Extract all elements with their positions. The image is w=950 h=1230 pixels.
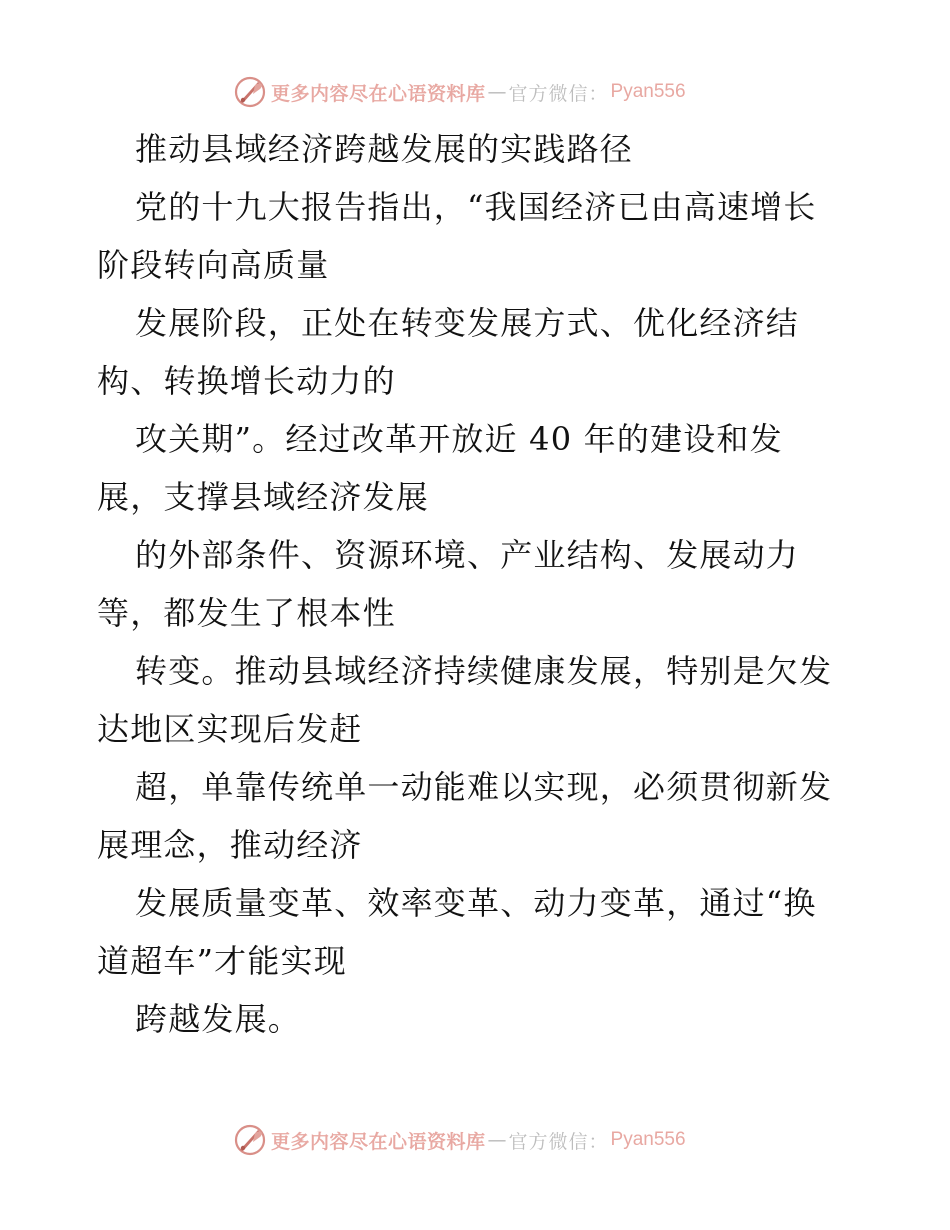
text-line: 道超车”才能实现 — [97, 942, 347, 980]
watermark-wechat-id: Pyan556 — [610, 1129, 686, 1150]
watermark-wechat-id: Pyan556 — [610, 81, 686, 102]
header-watermark — [233, 72, 686, 112]
footer-watermark — [233, 1120, 686, 1160]
text-line: 发展质量变革、效率变革、动力变革，通过“换 — [135, 884, 817, 922]
document-title: 推动县域经济跨越发展的实践路径 — [135, 130, 634, 168]
quill-pen-logo-icon — [233, 75, 267, 109]
text-line: 发展阶段，正处在转变发展方式、优化经济结 — [135, 304, 800, 342]
text-line: 等，都发生了根本性 — [97, 594, 396, 632]
text-line: 达地区实现后发赶 — [97, 710, 363, 748]
text-line: 转变。推动县域经济持续健康发展，特别是欠发 — [135, 652, 833, 690]
text-line: 阶段转向高质量 — [97, 246, 330, 284]
text-line: 的外部条件、资源环境、产业结构、发展动力 — [135, 536, 800, 574]
text-line: 展理念，推动经济 — [97, 826, 363, 864]
text-line: 超，单靠传统单一动能难以实现，必须贯彻新发 — [135, 768, 833, 806]
text-line: 党的十九大报告指出，“我国经济已由高速增长 — [135, 188, 817, 226]
watermark-official-label: 官方微信： — [508, 82, 609, 105]
watermark-dash: — — [487, 1129, 507, 1151]
watermark-brand-text: 更多内容尽在心语资料库 — [271, 1130, 486, 1153]
text-line: 攻关期”。经过改革开放近 40 年的建设和发 — [135, 420, 783, 458]
document-body — [97, 120, 857, 1048]
text-line: 构、转换增长动力的 — [97, 362, 396, 400]
watermark-brand-text: 更多内容尽在心语资料库 — [271, 82, 486, 105]
text-line: 跨越发展。 — [135, 1000, 302, 1038]
watermark-official-label: 官方微信： — [508, 1130, 609, 1153]
quill-pen-logo-icon — [233, 1123, 267, 1157]
watermark-dash: — — [487, 81, 507, 103]
text-line: 展，支撑县域经济发展 — [97, 478, 430, 516]
